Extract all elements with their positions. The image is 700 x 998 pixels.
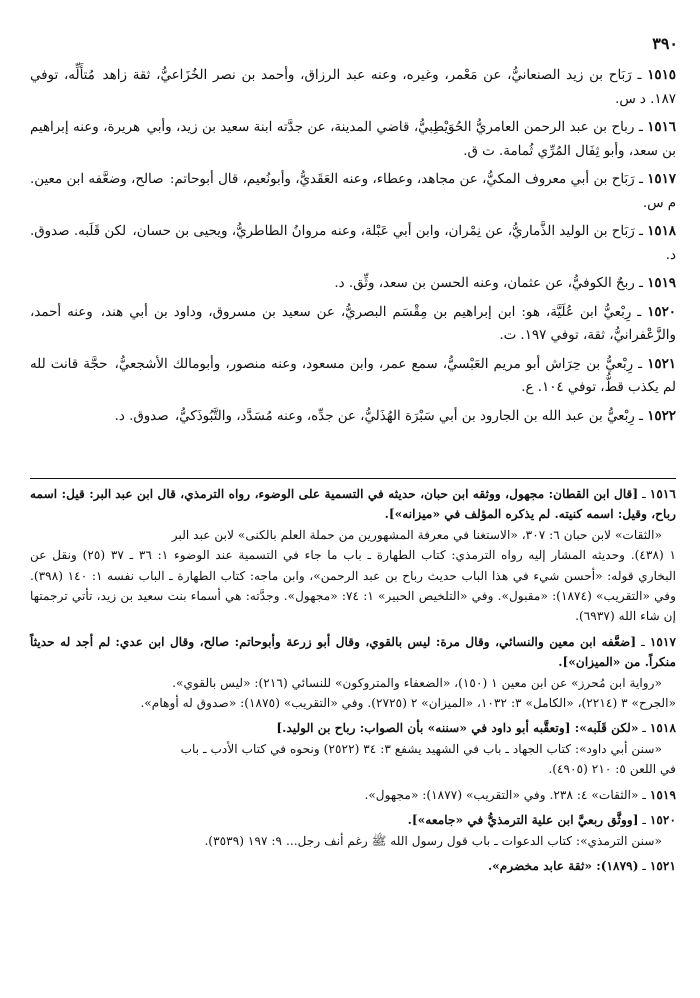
footnote-divider [30,478,676,479]
entry-1518: ١٥١٨ ـ رَبَاح بن الوليد الذَّماريُّ، عن نِمْران، وابن أبي عَبْلة، وعنه مروانُ الطاطريُّ، ويحيى بن حسان، لكن قَلَبه. صدوق. د. [30,223,676,263]
entry-text: رَبَاح بن أبي معروف المكيُّ، عن مجاهد، وعطاء، وعنه العَقَديُّ، وأبونُعيم، قال أبوحاتم: [169,172,635,187]
note-source: «الثقات» لابن حبان ٦: ٣٠٧، «الاستغنا في معرفة المشهورين من حملة العلم بالكنى» لابن عبد البر [171,527,662,542]
entry-text: ربحٌ الكوفيُّ، عن عثمان، وعنه الحسن بن سعد، وثِّق. د. [334,276,635,291]
note-source: ٣٧ (٢٥) ونقل عن البخاري قوله: «أحسن شيء في هذا الباب حديث رباح بن عبد الرحمن»، وابن ماجه: [30,548,677,583]
note-text-cont: لم أجد له حديثاً منكراً. من «الميزان»]. [30,634,676,670]
entry-text: رِبْعيُّ ابن عُلَيَّة، هو: ابن إبراهيم بن مِقْسَم البصريُّ، عن سعيد بن مسروق، وداود بن أبي هند، [100,304,632,320]
note-1517: ١٥١٧ ـ [ضعَّفه ابن معين والنسائي، وقال مرة: ليس بالقوي، وقال أبو زرعة وأبوحاتم: صالح، وقال ابن عدي: لم أجد له حديثاً منكراً. من «الميزان»]. «رواية ابن مُحرز» عن ابن معين ١ (١٥٠)، «الضعفاء والمتروكون» للنسائي (٢١٦): «ليس بالقوي». «الجرح» ٣ (٢٢١٤)، «الكامل» ٣: ١٠٣٢، «الميزان» ٢ (٢٧٢٥). وفي «التقريب» (١٨٧٥): «صدوق له أوهام». [30,634,676,711]
note-source: «رواية ابن مُحرز» عن ابن معين ١ (١٥٠)، «الضعفاء والمتروكون» للنسائي (٢١٦): «ليس بالقوي». [172,675,662,690]
entry-1521: ١٥٢١ ـ رِبْعيُّ بن حِرَاش أبو مريم العَبْسيُّ، سمع عمر، وابن مسعود، وعنه منصور، وأبومالك الأشجعيُّ، حجَّة قانت لله لم يكذب قطُّ، توفي ١٠٤. ع. [30,355,676,395]
entry-number: ١٥٢٢ [647,407,676,424]
entry-text: رباح بن عبد الرحمن العامريُّ الحُوَيْطِبيُّ، قاضي المدينة، عن جدَّته ابنة سعيد بن زيد، وأبي [146,120,635,135]
entry-text-cont: لكن قَلَبه. صدوق. د. [30,224,676,263]
note-source: «سنن أبي داود»: كتاب الجهاد ـ باب في الشهيد يشفع ٣: ٣٤ (٢٥٢٢) ونحوه في كتاب الأدب ـ باب [180,741,662,756]
note-text-cont: البر: قيل: اسمه رباح، وقيل: اسمه كنيته. لم يذكره المؤلف في «ميزانه»]. [30,487,676,522]
note-text: [ضعَّفه ابن معين والنسائي، وقال مرة: ليس بالقوي، وقال أبو زرعة وأبوحاتم: صالح، وقال ابن عدي: [115,634,637,649]
note-text: «لكن قَلَبه»: [وتعقَّبه أبو داود في «سننه» بأن الصواب: رباح بن الوليد.] [276,721,639,736]
note-number: ١٥١٨ [649,721,676,736]
entry-text-cont: مُتأَلِّه، توفي ١٨٧. د س. [30,68,676,107]
note-1520: ١٥٢٠ ـ [ووثَّق ربعيَّ ابن علية الترمذيُّ في «جامعه»]. «سنن الترمذي»: كتاب الدعوات ـ باب قول رسول الله ﷺ رغم أنف رجل... ٩: ١٩٧ (٣٥٣٩). [30,810,676,851]
entry-number: ١٥٢١ [647,355,676,372]
entry-number: ١٥١٨ [647,223,676,239]
note-source: أوهام». [140,696,179,711]
entry-text: رَبَاح بن زيد الصنعانيُّ، عن مَعْمر، وغيره، وعنه عبد الرزاق، وأحمد بن نصر الخُزَاعيُّ، ثقة زاهد [102,68,632,83]
footnotes [30,484,676,881]
note-text: (١٨٧٩): «ثقة عابد مخضرم». [487,858,639,873]
entry-1515: ١٥١٥ ـ رَبَاح بن زيد الصنعانيُّ، عن مَعْمر، وغيره، وعنه عبد الرزاق، وأحمد بن نصر الخُزَاعيُّ، ثقة زاهد مُتأَلِّه، توفي ١٨٧. د س. [30,67,676,107]
entry-text-cont: صدوق. د. [114,408,169,424]
note-1518: ١٥١٨ ـ «لكن قَلَبه»: [وتعقَّبه أبو داود في «سننه» بأن الصواب: رباح بن الوليد.] «سنن أبي داود»: كتاب الجهاد ـ باب في الشهيد يشفع ٣: ٣٤ (٢٥٢٢) ونحوه في كتاب الأدب ـ باب في اللعن ٥: ٢١٠ (٤٩٠٥). [30,718,676,779]
note-source: ١: ٧٤: «مجهول». وجدَّته: هي أسماء بنت سعيد بن زيد، تأتي ترجمتها إن شاء الله (٦٩٣٧). [30,589,676,624]
note-number: ١٥١٦ [649,487,676,501]
entry-text-cont: وعنه أحمد، والزَّعْفرانيُّ، ثقة، توفي ١٩٧. ت. [30,304,676,343]
note-number: ١٥٢٠ [649,813,676,828]
entry-text: رِبْعيُّ بن حِرَاش أبو مريم العَبْسيُّ، سمع عمر، وابن مسعود، وعنه منصور، وأبومالك الأشجعيُّ، [114,356,634,372]
note-1521: ١٥٢١ ـ (١٨٧٩): «ثقة عابد مخضرم». [487,858,676,873]
entry-number: ١٥١٥ [647,67,676,83]
biography-entries [30,64,676,433]
entry-1516: ١٥١٦ ـ رباح بن عبد الرحمن العامريُّ الحُوَيْطِبيُّ، قاضي المدينة، عن جدَّته ابنة سعيد بن زيد، وأبي هريرة، وعنه إبراهيم بن سعد، وأبو ثِفَال المُرِّي ثُمامة. ت ق. [30,119,677,159]
note-source: «سنن الترمذي»: كتاب الدعوات ـ باب قول رسول الله ﷺ رغم أنف رجل... ٩: ١٩٧ (٣٥٣٩). [204,833,662,848]
entry-number: ١٥٢٠ [647,303,676,320]
note-source: في اللعن ٥: ٢١٠ (٤٩٠٥). [548,762,676,777]
entry-1522: ١٥٢٢ ـ رِبْعيُّ بن عبد الله بن الجارود بن أبي سَبْرَة الهُذَليُّ، عن جدِّه، وعنه مُسَدَّد، والتَّبُوذَكيُّ، صدوق. د. [114,407,676,424]
note-source: كتاب الطهارة ـ الباب نفسه ١: ١٤٠ (٣٩٨). وفي «التقريب» (١٨٧٤): «مقبول». وفي «التلخيص الحبير» [30,568,676,604]
entry-number: ١٥١٩ [647,275,676,291]
note-1516: ١٥١٦ ـ [قال ابن القطان: مجهول، ووثقه ابن حبان، حديثه في التسمية على الوضوء، رواه الترمذي، قال ابن عبد البر: قيل: اسمه رباح، وقيل: اسمه كنيته. لم يذكره المؤلف في «ميزانه»]. «الثقات» لابن حبان ٦: ٣٠٧، «الاستغنا في معرفة المشهورين من حملة العلم بالكنى» لابن عبد البر ١ (٤٣٨). وحديثه المشار إليه رواه الترمذي: كتاب الطهارة ـ باب ما جاء في التسمية عند الوضوء ١: ٣٦ ـ ٣٧ (٢٥) ونقل عن البخاري قوله: «أحسن شيء في هذا الباب حديث رباح بن عبد الرحمن»، وابن ماجه: كتاب الطهارة ـ الباب نفسه ١: ١٤٠ (٣٩٨). وفي «التقريب» (١٨٧٤): «مقبول». وفي «التلخيص الحبير» ١: ٧٤: «مجهول». وجدَّته: هي أسماء بنت سعيد بن زيد، تأتي ترجمتها إن شاء الله (٦٩٣٧). [30,487,677,624]
entry-text: رِبْعيُّ بن عبد الله بن الجارود بن أبي سَبْرَة الهُذَليُّ، عن جدِّه، وعنه مُسَدَّد، والتَّبُوذَكيُّ، [174,408,635,424]
note-number: ١٥٢١ [649,858,676,873]
entry-1517: ١٥١٧ ـ رَبَاح بن أبي معروف المكيُّ، عن مجاهد، وعطاء، وعنه العَقَديُّ، وأبونُعيم، قال أبوحاتم: صالح، وضعَّفه ابن معين. م س. [30,171,677,211]
note-1519: ١٥١٩ ـ «الثقات» ٤: ٢٣٨. وفي «التقريب» (١٨٧٧): «مجهول». [364,787,676,802]
note-number: ١٥١٩ [649,787,676,802]
entry-number: ١٥١٧ [647,171,677,187]
entry-text-cont: صالح، وضعَّفه ابن معين. م س. [30,172,676,211]
note-text: [قال ابن القطان: مجهول، ووثقه ابن حبان، حديثه في التسمية على الوضوء، رواه الترمذي، قال ابن عبد [115,487,639,501]
note-source: «الجرح» ٣ (٢٢١٤)، «الكامل» ٣: ١٠٣٢، «الميزان» ٢ (٢٧٢٥). وفي «التقريب» (١٨٧٥): «صدوق له [182,696,676,711]
entry-text: رَبَاح بن الوليد الذَّماريُّ، عن نِمْران، وابن أبي عَبْلة، وعنه مروانُ الطاطريُّ، ويحيى بن حسان، [132,224,635,239]
note-text: [ووثَّق ربعيَّ ابن علية الترمذيُّ في «جامعه»]. [407,813,639,828]
note-number: ١٥١٧ [649,634,676,649]
entry-text-cont: حجَّة قانت لله لم يكذب قطُّ، توفي ١٠٤. ع. [30,356,676,395]
entry-1519: ١٥١٩ ـ ربحٌ الكوفيُّ، عن عثمان، وعنه الحسن بن سعد، وثِّق. د. [334,275,676,291]
entry-text-cont: هريرة، وعنه إبراهيم بن سعد، وأبو ثِفَال المُرِّي ثُمامة. ت ق. [30,120,676,159]
entry-1520: ١٥٢٠ ـ رِبْعيُّ ابن عُلَيَّة، هو: ابن إبراهيم بن مِقْسَم البصريُّ، عن سعيد بن مسروق، وداود بن أبي هند، وعنه أحمد، والزَّعْفرانيُّ، ثقة، توفي ١٩٧. ت. [30,303,676,343]
entry-number: ١٥١٦ [647,119,677,135]
note-source: ١ (٤٣٨). وحديثه المشار إليه رواه الترمذي: كتاب الطهارة ـ باب ما جاء في التسمية عند الوضوء ١: ٣٦ ـ [129,548,676,563]
page-number: ٣٩٠ [652,34,678,53]
note-text: «الثقات» ٤: ٢٣٨. وفي «التقريب» (١٨٧٧): «مجهول». [364,787,639,802]
